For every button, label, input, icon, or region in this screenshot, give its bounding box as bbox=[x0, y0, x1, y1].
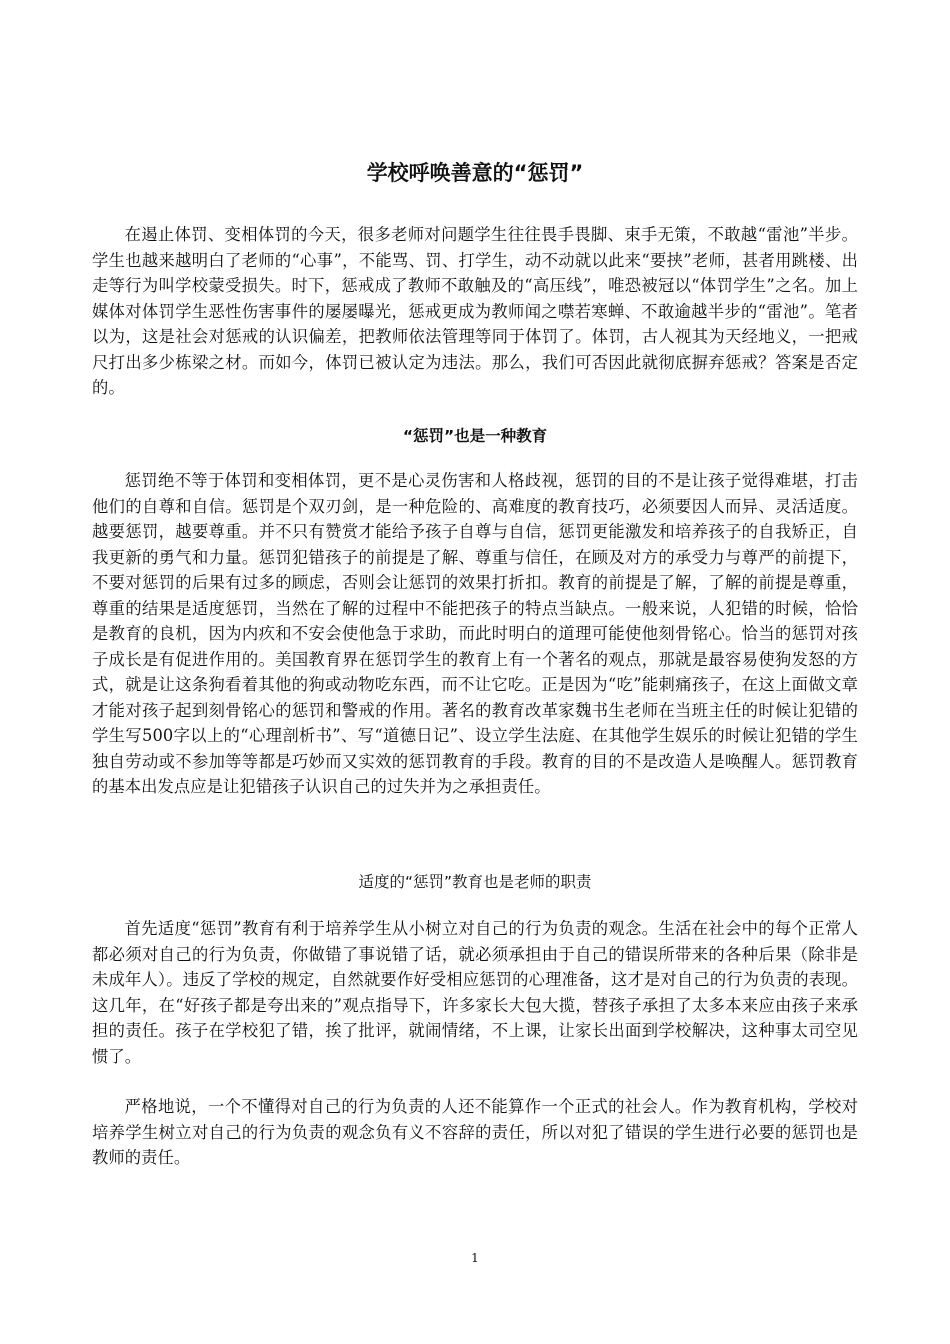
section-heading-teacher-duty: 适度的“惩罚”教育也是老师的职责 bbox=[358, 873, 592, 891]
section-heading-education: “惩罚”也是一种教育 bbox=[402, 427, 548, 445]
conclusion-paragraph: 严格地说，一个不懂得对自己的行为负责的人还不能算作一个正式的社会人。作为教育机构，学校对培养学生树立对自己的行为负责的观念负有义不容辞的责任，所以对犯了错误的学生进行必要的惩罚也是教师的责任。 bbox=[92, 1097, 858, 1167]
page-number: 1 bbox=[471, 1251, 479, 1265]
document-title: 学校呼唤善意的“惩罚” bbox=[366, 161, 584, 185]
education-paragraph: 惩罚绝不等于体罚和变相体罚，更不是心灵伤害和人格歧视，惩罚的目的不是让孩子觉得难堪，打击他们的自尊和自信。惩罚是个双刃剑，是一种危险的、高难度的教育技巧，必须要因人而异、灵活适度。越要惩罚，越要尊重。并不只有赞赏才能给予孩子自尊与自信，惩罚更能激发和培养孩子的自我矫正，自我更新的勇气和力量。惩罚犯错孩子的前提是了解、尊重与信任，在顾及对方的承受力与尊严的前提下，不要对惩罚的后果有过多的顾虑，否则会让惩罚的效果打折扣。教育的前提是了解，了解的前提是尊重，尊重的结果是适度惩罚，当然在了解的过程中不能把孩子的特点当缺点。一般来说，人犯错的时候，恰恰是教育的良机，因为内疚和不安会使他急于求助，而此时明白的道理可能使他刻骨铭心。恰当的惩罚对孩子成长是有促进作用的。美国教育界在惩罚学生的教育上有一个著名的观点，那就是最容易使狗发怒的方式，就是让这条狗看着其他的狗或动物吃东西，而不让它吃。正是因为“吃”能刺痛孩子，在这上面做文章才能对孩子起到刻骨铭心的惩罚和警戒的作用。著名的教育改革家魏书生老师在当班主任的时候让犯错的学生写500字以上的“心理剖析书”、写“道德日记”、设立学生法庭、在其他学生娱乐的时候让犯错的学生独自劳动或不参加等等都是巧妙而又实效的惩罚教育的手段。教育的目的不是改造人是唤醒人。惩罚教育的基本出发点应是让犯错孩子认识自己的过失并为之承担责任。 bbox=[92, 471, 858, 796]
responsibility-paragraph: 首先适度“惩罚”教育有利于培养学生从小树立对自己的行为负责的观念。生活在社会中的每个正常人都必须对自己的行为负责，你做错了事说错了话，就必须承担由于自己的错误所带来的各种后果（除非是未成年人）。违反了学校的规定，自然就要作好受相应惩罚的心理准备，这才是对自己的行为负责的表现。这几年，在“好孩子都是夸出来的”观点指导下，许多家长大包大揽，替孩子承担了太多本来应由孩子来承担的责任。孩子在学校犯了错，挨了批评，就闹情绪，不上课，让家长出面到学校解决，这种事太司空见惯了。 bbox=[92, 919, 858, 1066]
intro-paragraph: 在遏止体罚、变相体罚的今天，很多老师对问题学生往往畏手畏脚、束手无策，不敢越“雷池”半步。学生也越来越明白了老师的“心事”，不能骂、罚、打学生，动不动就以此来“要挟”老师，甚者用跳楼、出走等行为叫学校蒙受损失。时下，惩戒成了教师不敢触及的“高压线”，唯恐被冠以“体罚学生”之名。加上媒体对体罚学生恶性伤害事件的屡屡曝光，惩戒更成为教师闻之噤若寒蝉、不敢逾越半步的“雷池”。笔者以为，这是社会对惩戒的认识偏差，把教师依法管理等同于体罚了。体罚，古人视其为天经地义，一把戒尺打出多少栋梁之材。而如今，体罚已被认定为违法。那么，我们可否因此就彻底摒弃惩戒？答案是否定的。 bbox=[92, 225, 858, 397]
